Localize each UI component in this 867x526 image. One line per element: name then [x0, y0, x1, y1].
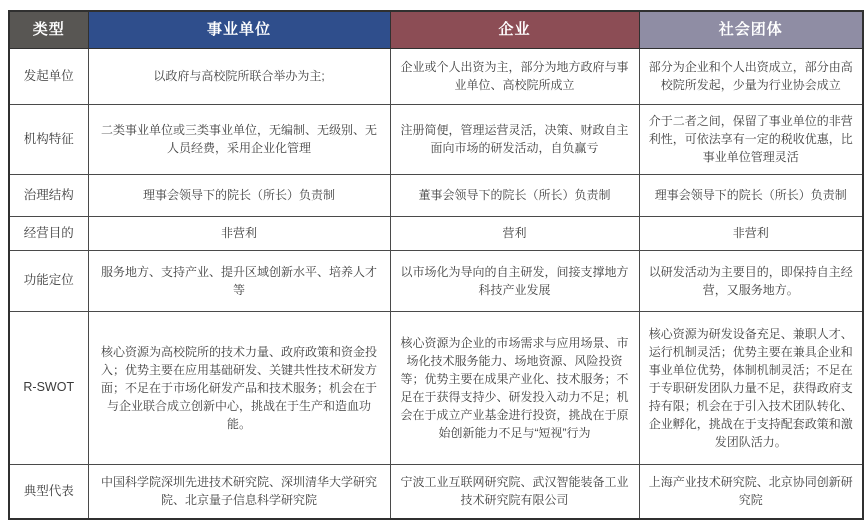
- cell-characteristics-social-org: 介于二者之间，保留了事业单位的非营利性，可依法享有一定的税收优惠，比事业单位管理灵活: [639, 104, 863, 174]
- table-row: [9, 250, 863, 311]
- cell-function-social-org: 以研发活动为主要目的，即保持自主经营，又服务地方。: [639, 250, 863, 311]
- comparison-table: [8, 10, 864, 520]
- header-cell-enterprise: 企业: [390, 11, 639, 48]
- row-label-representatives: 典型代表: [9, 464, 88, 519]
- row-label-function: 功能定位: [9, 250, 88, 311]
- table-row: [9, 104, 863, 174]
- row-label-governance: 治理结构: [9, 174, 88, 216]
- cell-purpose-institution: 非营利: [88, 216, 390, 250]
- cell-purpose-enterprise: 营利: [390, 216, 639, 250]
- cell-characteristics-enterprise: 注册简便，管理运营灵活，决策、财政自主面向市场的研发活动，自负赢亏: [390, 104, 639, 174]
- cell-founder-institution: 以政府与高校院所联合举办为主;: [88, 48, 390, 104]
- cell-governance-institution: 理事会领导下的院长（所长）负责制: [88, 174, 390, 216]
- cell-function-institution: 服务地方、支持产业、提升区域创新水平、培养人才等: [88, 250, 390, 311]
- row-label-characteristics: 机构特征: [9, 104, 88, 174]
- cell-founder-enterprise: 企业或个人出资为主，部分为地方政府与事业单位、高校院所成立: [390, 48, 639, 104]
- table-row: [9, 311, 863, 464]
- table-row: [9, 464, 863, 519]
- header-cell-social-org: 社会团体: [639, 11, 863, 48]
- cell-founder-social-org: 部分为企业和个人出资成立，部分由高校院所发起，少量为行业协会成立: [639, 48, 863, 104]
- cell-representatives-institution: 中国科学院深圳先进技术研究院、深圳清华大学研究院、北京量子信息科学研究院: [88, 464, 390, 519]
- table-row: [9, 216, 863, 250]
- cell-function-enterprise: 以市场化为导向的自主研发，间接支撑地方科技产业发展: [390, 250, 639, 311]
- cell-purpose-social-org: 非营利: [639, 216, 863, 250]
- header-cell-type: 类型: [9, 11, 88, 48]
- cell-governance-social-org: 理事会领导下的院长（所长）负责制: [639, 174, 863, 216]
- cell-governance-enterprise: 董事会领导下的院长（所长）负责制: [390, 174, 639, 216]
- cell-r-swot-enterprise: 核心资源为企业的市场需求与应用场景、市场化技术服务能力、场地资源、风险投资等；优势主要在成果产业化、技术服务；不足在于获得支持少、研发投入动力不足；机会在于成立产业基金进行投资，挑战在于原始创新能力不足与“短视”行为: [390, 311, 639, 464]
- cell-representatives-social-org: 上海产业技术研究院、北京协同创新研究院: [639, 464, 863, 519]
- row-label-founder: 发起单位: [9, 48, 88, 104]
- cell-characteristics-institution: 二类事业单位或三类事业单位，无编制、无级别、无人员经费，采用企业化管理: [88, 104, 390, 174]
- table-row: [9, 48, 863, 104]
- table-row: [9, 174, 863, 216]
- row-label-purpose: 经营目的: [9, 216, 88, 250]
- header-row: [9, 11, 863, 48]
- cell-r-swot-institution: 核心资源为高校院所的技术力量、政府政策和资金投入；优势主要在应用基础研发、关键共性技术研发方面；不足在于市场化研发产品和技术服务；机会在于与企业联合成立创新中心，挑战在于生产和造血功能。: [88, 311, 390, 464]
- row-label-r-swot: R-SWOT: [9, 311, 88, 464]
- cell-r-swot-social-org: 核心资源为研发设备充足、兼职人才、运行机制灵活；优势主要在兼具企业和事业单位优势，体制机制灵活；不足在于专职研发团队力量不足，获得政府支持有限；机会在于引入技术团队转化、企业孵化，挑战在于支持配套政策和激发团队活力。: [639, 311, 863, 464]
- header-cell-institution: 事业单位: [88, 11, 390, 48]
- cell-representatives-enterprise: 宁波工业互联网研究院、武汉智能装备工业技术研究院有限公司: [390, 464, 639, 519]
